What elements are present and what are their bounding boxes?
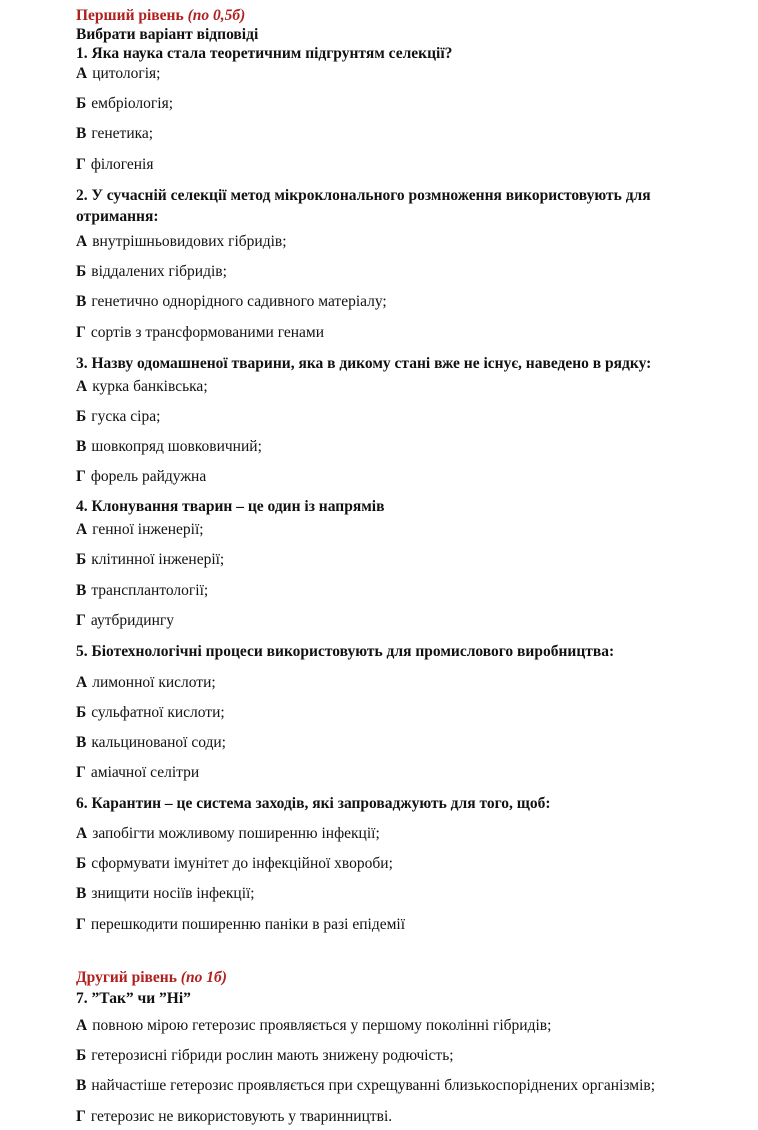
option-text: запобігти можливому поширенню інфекції;	[92, 825, 380, 842]
option-text: сульфатної кислоти;	[91, 704, 225, 721]
level1-instruction: Вибрати варіант відповіді	[76, 26, 259, 43]
q7-option-b	[76, 1047, 454, 1065]
option-letter: Б	[76, 551, 87, 568]
option-text: ембріологія;	[91, 95, 174, 112]
option-letter: В	[76, 125, 87, 142]
option-letter: Б	[76, 1047, 87, 1064]
option-letter: В	[76, 1077, 87, 1094]
q6-option-c	[76, 885, 255, 903]
option-letter: В	[76, 582, 87, 599]
q4-option-d	[76, 612, 174, 630]
question-5: 5. Біотехнологічні процеси використовують для промислового виробництва:	[76, 643, 615, 660]
level2-title: Другий рівень	[76, 969, 177, 986]
option-letter: В	[76, 293, 87, 310]
option-letter: Г	[76, 324, 86, 341]
option-text: лимонної кислоти;	[92, 674, 216, 691]
q1-option-d	[76, 156, 153, 174]
level2-points: (по 1б)	[180, 969, 227, 986]
question-2-line2: отримання:	[76, 208, 159, 225]
option-letter: А	[76, 378, 88, 395]
option-letter: Г	[76, 612, 86, 629]
option-text: курка банківська;	[92, 378, 208, 395]
q2-option-b	[76, 263, 227, 281]
option-letter: А	[76, 825, 88, 842]
option-text: генної інженерії;	[92, 521, 204, 538]
option-text: генетика;	[91, 125, 154, 142]
question-1: 1. Яка наука стала теоретичним підгрунтям селекції?	[76, 45, 453, 62]
option-text: аміачної селітри	[90, 764, 200, 781]
option-letter: В	[76, 438, 87, 455]
option-text: гетерозисні гібриди рослин мають знижену родючість;	[91, 1047, 454, 1064]
option-letter: Г	[76, 916, 86, 933]
q4-option-a	[76, 521, 204, 539]
option-text: сортів з трансформованими генами	[90, 324, 325, 341]
option-text: сформувати імунітет до інфекційної хвороби;	[91, 855, 393, 872]
option-text: трансплантології;	[91, 582, 209, 599]
q2-option-d	[76, 324, 324, 342]
option-letter: Б	[76, 95, 87, 112]
level1-points: (по 0,5б)	[187, 7, 246, 24]
level1-title: Перший рівень	[76, 7, 184, 24]
option-letter: А	[76, 65, 88, 82]
option-letter: Г	[76, 156, 86, 173]
q5-option-b	[76, 704, 225, 722]
option-text: кальцинованої соди;	[91, 734, 226, 751]
question-7: 7. ”Так” чи ”Ні”	[76, 990, 191, 1007]
option-letter: В	[76, 885, 87, 902]
option-letter: В	[76, 734, 87, 751]
option-text: віддалених гібридів;	[91, 263, 227, 280]
level2-heading	[76, 969, 227, 987]
option-letter: Б	[76, 263, 87, 280]
question-6: 6. Карантин – це система заходів, які запроваджують для того, щоб:	[76, 795, 551, 812]
option-letter: А	[76, 521, 88, 538]
option-text: аутбридингу	[90, 612, 175, 629]
option-letter: А	[76, 233, 88, 250]
option-text: шовкопряд шовковичний;	[91, 438, 262, 455]
option-letter: Г	[76, 1108, 86, 1125]
option-text: форель райдужна	[90, 468, 207, 485]
q7-option-a	[76, 1017, 551, 1035]
option-text: гетерозис не використовують у тваринництві.	[90, 1108, 393, 1125]
option-text: перешкодити поширенню паніки в разі епідемії	[90, 916, 406, 933]
option-letter: Г	[76, 764, 86, 781]
question-2-line1: 2. У сучасній селекції метод мікроклонального розмноження використовують для	[76, 187, 651, 204]
question-3: 3. Назву одомашненої тварини, яка в дикому стані вже не існує, наведено в рядку:	[76, 355, 652, 372]
q4-option-b	[76, 551, 224, 569]
q2-option-a	[76, 233, 287, 251]
q5-option-d	[76, 764, 199, 782]
q3-option-b	[76, 408, 160, 426]
option-text: філогенія	[90, 156, 154, 173]
option-text: генетично однорідного садивного матеріалу;	[91, 293, 387, 310]
q1-option-b	[76, 95, 173, 113]
option-letter: А	[76, 1017, 88, 1034]
q3-option-c	[76, 438, 262, 456]
option-text: внутрішньовидових гібридів;	[92, 233, 287, 250]
option-text: клітинної інженерії;	[91, 551, 225, 568]
q6-option-a	[76, 825, 380, 843]
question-4: 4. Клонування тварин – це один із напрямів	[76, 498, 385, 515]
q6-option-b	[76, 855, 393, 873]
option-text: найчастіше гетерозис проявляється при схрещуванні близькоспоріднених організмів;	[91, 1077, 656, 1094]
q5-option-a	[76, 674, 216, 692]
option-letter: Б	[76, 704, 87, 721]
option-letter: Б	[76, 408, 87, 425]
option-letter: Г	[76, 468, 86, 485]
q1-option-a	[76, 65, 161, 83]
level1-heading	[76, 7, 245, 25]
q2-option-c	[76, 293, 387, 311]
q5-option-c	[76, 734, 226, 752]
q7-option-d	[76, 1108, 392, 1126]
option-text: гуска сіра;	[91, 408, 161, 425]
option-text: повною мірою гетерозис проявляється у першому поколінні гібридів;	[92, 1017, 552, 1034]
q7-option-c	[76, 1077, 655, 1095]
option-text: знищити носіїв інфекції;	[91, 885, 255, 902]
q3-option-d	[76, 468, 206, 486]
q1-option-c	[76, 125, 153, 143]
option-text: цитологія;	[92, 65, 161, 82]
q4-option-c	[76, 582, 208, 600]
option-letter: А	[76, 674, 88, 691]
q3-option-a	[76, 378, 208, 396]
q6-option-d	[76, 916, 405, 934]
option-letter: Б	[76, 855, 87, 872]
